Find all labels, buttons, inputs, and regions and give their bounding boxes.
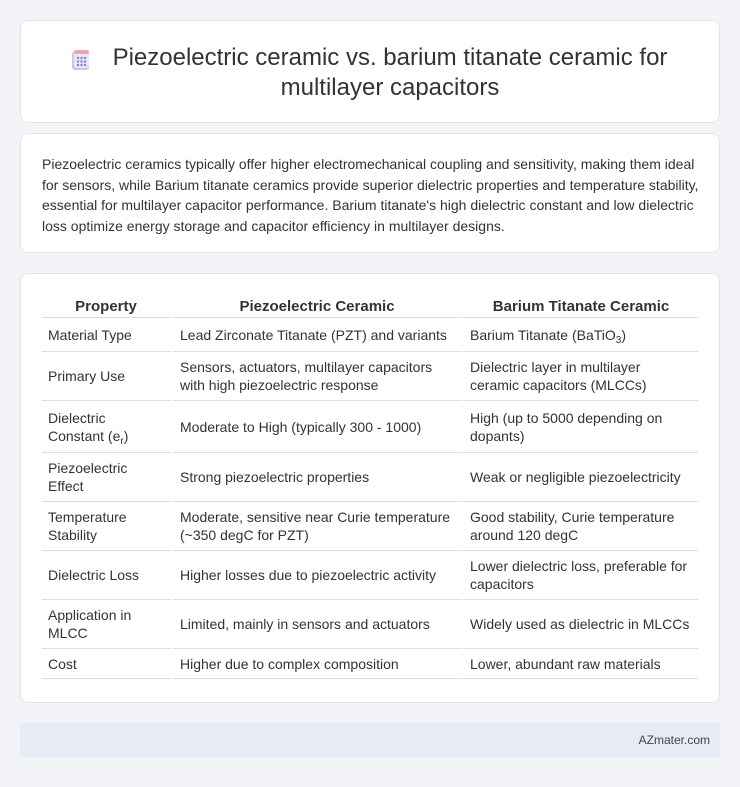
table-header-row — [42, 296, 698, 318]
cell-property: Piezoelectric Effect — [42, 453, 170, 502]
cell-property: Primary Use — [42, 352, 170, 401]
cell-property: Cost — [42, 649, 170, 679]
cell-text: Dielectric Constant (e — [48, 409, 121, 444]
subscript: 3 — [615, 334, 622, 346]
cell-barium-titanate: Lower dielectric loss, preferable for capacitors — [460, 551, 698, 600]
page-title: Piezoelectric ceramic vs. barium titanate ceramic for multilayer capacitors — [112, 44, 668, 101]
cell-barium-titanate: Good stability, Curie temperature around 120 degC — [460, 502, 698, 551]
summary-card — [20, 133, 720, 253]
summary-text: Piezoelectric ceramics typically offer higher electromechanical coupling and sensitivity, making them ideal for sensors, while Barium titanate ceramics provide superior dielectric properties and temperature stability, essential for multilayer capacitor performance. Barium titanate's high dielectric constant and low dielectric loss optimize energy storage and capacitor efficiency in multilayer designs. — [42, 156, 699, 234]
table-row — [42, 502, 698, 551]
cell-barium-titanate: High (up to 5000 depending on dopants) — [460, 401, 698, 453]
cell-barium-titanate — [460, 318, 698, 352]
cell-property — [42, 401, 170, 453]
cell-property: Application in MLCC — [42, 600, 170, 649]
table-row — [42, 551, 698, 600]
table-row — [42, 453, 698, 502]
table-row — [42, 401, 698, 453]
cell-property: Material Type — [42, 318, 170, 352]
cell-piezoelectric: Limited, mainly in sensors and actuators — [170, 600, 460, 649]
cell-text: Barium Titanate (BaTiO — [470, 326, 616, 343]
header-piezoelectric: Piezoelectric Ceramic — [170, 296, 460, 318]
table-row — [42, 600, 698, 649]
table-row — [42, 649, 698, 679]
header-property: Property — [42, 296, 170, 318]
cell-text-tail: ) — [123, 427, 129, 444]
table-row — [42, 318, 698, 352]
cell-property: Temperature Stability — [42, 502, 170, 551]
cell-barium-titanate: Dielectric layer in multilayer ceramic capacitors (MLCCs) — [460, 352, 698, 401]
cell-piezoelectric: Moderate, sensitive near Curie temperature (~350 degC for PZT) — [170, 502, 460, 551]
table-row — [42, 352, 698, 401]
cell-text-tail: ) — [621, 326, 626, 343]
cell-piezoelectric: Strong piezoelectric properties — [170, 453, 460, 502]
comparison-card — [20, 273, 720, 703]
cell-piezoelectric: Lead Zirconate Titanate (PZT) and variants — [170, 318, 460, 352]
cell-property: Dielectric Loss — [42, 551, 170, 600]
cell-barium-titanate: Lower, abundant raw materials — [460, 649, 698, 679]
header-barium-titanate: Barium Titanate Ceramic — [460, 296, 698, 318]
cell-piezoelectric: Moderate to High (typically 300 - 1000) — [170, 401, 460, 453]
cell-piezoelectric: Higher due to complex composition — [170, 649, 460, 679]
footer-site-link[interactable]: AZmater.com — [638, 733, 710, 747]
cell-piezoelectric: Higher losses due to piezoelectric activity — [170, 551, 460, 600]
comparison-table — [42, 296, 698, 679]
cell-piezoelectric: Sensors, actuators, multilayer capacitors with high piezoelectric response — [170, 352, 460, 401]
cell-barium-titanate: Weak or negligible piezoelectricity — [460, 453, 698, 502]
title-card — [20, 20, 720, 123]
footer-bar — [20, 723, 720, 757]
cell-barium-titanate: Widely used as dielectric in MLCCs — [460, 600, 698, 649]
subscript: r — [120, 435, 124, 447]
